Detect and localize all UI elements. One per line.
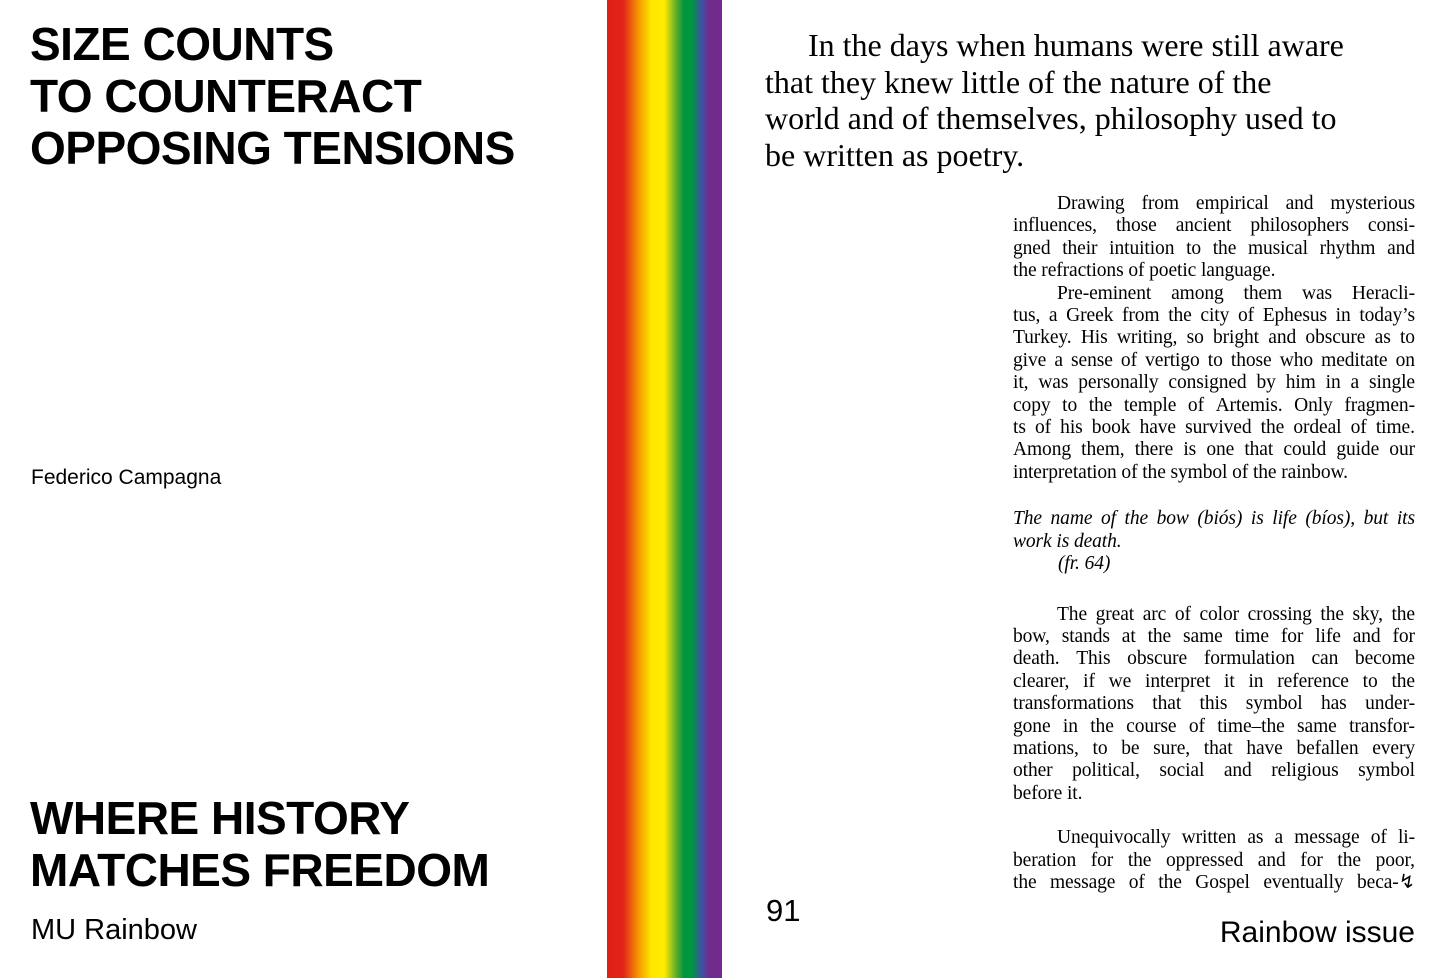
text-line: before it. [1013,782,1083,804]
body-column [1013,193,1415,894]
text-line: influences, those ancient philosophers consi- [1013,215,1415,237]
issue-label: Rainbow issue [1219,916,1415,949]
text-line: gned their intuition to the musical rhythm and [1013,237,1415,259]
headline-top [30,18,515,174]
text-line: The name of the bow (biós) is life (bíos), but its [1013,508,1415,530]
text-line: Among them, there is one that could guide our [1013,439,1415,461]
text-line: Turkey. His writing, so bright and obscure as to [1013,327,1415,349]
intro-paragraph [765,27,1425,173]
headline-top-line-1: SIZE COUNTS [30,18,334,70]
imprint: MU Rainbow [31,914,197,946]
text-line: the refractions of poetic language. [1013,260,1276,282]
text-line: The great arc of color crossing the sky, the [1057,603,1415,625]
text-line: transformations that this symbol has under- [1013,693,1415,715]
intro-line: that they knew little of the nature of the [765,63,1272,100]
headline-bottom-line-1: WHERE HISTORY [30,792,410,844]
headline-top-line-3: OPPOSING TENSIONS [30,122,515,174]
headline-top-line-2: TO COUNTERACT [30,70,422,122]
text-line: mations, to be sure, that have befallen every [1013,737,1415,759]
text-line: copy to the temple of Artemis. Only fragmen- [1013,394,1415,416]
text-line: Drawing from empirical and mysterious [1057,193,1415,214]
quote-attribution [1013,553,1415,575]
text-line: interpretation of the symbol of the rainbow. [1013,461,1348,483]
text-line: it, was personally consigned by him in a single [1013,372,1415,394]
text-line: ts of his book have survived the ordeal of time. [1013,417,1415,439]
text-line: bow, stands at the same time for life and for [1013,625,1415,647]
intro-line: In the days when humans were still aware [808,27,1344,63]
body-paragraph [1013,283,1415,485]
rainbow-stripe [607,0,722,978]
body-paragraph [1013,193,1415,283]
text-line: gone in the course of time–the same transfor- [1013,715,1415,737]
headline-bottom-line-2: MATCHES FREEDOM [30,844,490,896]
body-paragraph [1013,827,1415,894]
text-line: (fr. 64) [1058,553,1111,575]
text-line: work is death. [1013,530,1122,552]
body-paragraph [1013,604,1415,806]
page-number: 91 [766,893,801,928]
text-line: other political, social and religious symbol [1013,760,1415,782]
text-line: the message of the Gospel eventually beca-↯ [1013,871,1415,893]
text-line: clearer, if we interpret it in reference to the [1013,670,1415,692]
headline-bottom [30,792,489,896]
text-line: death. This obscure formulation can become [1013,648,1415,670]
intro-line: world and of themselves, philosophy used to [765,100,1337,136]
text-line: give a sense of vertigo to those who meditate on [1013,349,1415,371]
text-line: tus, a Greek from the city of Ephesus in today’s [1013,305,1415,327]
intro-line: be written as poetry. [765,136,1025,173]
text-line: beration for the oppressed and for the poor, [1013,849,1415,871]
author-name: Federico Campagna [31,466,222,489]
quote-paragraph [1013,508,1415,553]
text-line: Pre-eminent among them was Heracli- [1057,282,1415,304]
text-line: Unequivocally written as a message of li- [1057,827,1415,849]
